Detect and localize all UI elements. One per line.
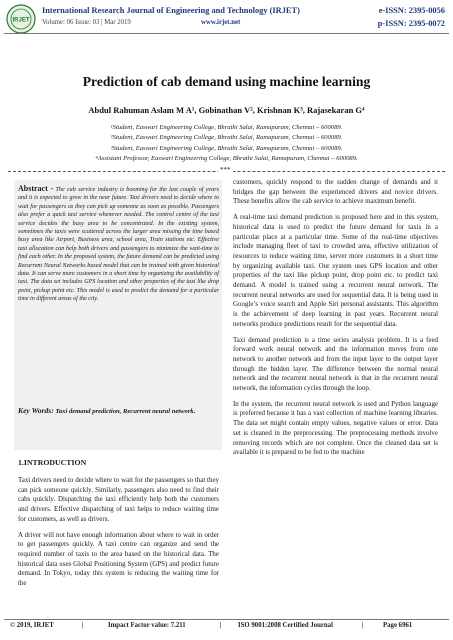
right-column-body bbox=[233, 178, 438, 464]
journal-website: www.irjet.net bbox=[201, 19, 241, 26]
keywords-text: Taxi demand prediction, Recurrent neural network. bbox=[55, 408, 196, 415]
affiliation-line: ¹Student, Easwari Engineering College, Bhrathi Salai, Ramapuram, Chennai – 600089. bbox=[110, 124, 343, 131]
paper-title: Prediction of cab demand using machine learning bbox=[82, 74, 371, 89]
footer-divider bbox=[4, 619, 449, 620]
paragraph: A driver will not have enough information about where to wait in order to get passengers quickly. A taxi centre can organize and send the required number of taxis to the area based on the historical data. The historical data uses Global Positioning System (GPS) and predict future demand. In Tokyo, today this system is reducing the waiting time for the bbox=[18, 530, 219, 588]
footer-separator: | bbox=[220, 622, 222, 629]
page-number: Page 6961 bbox=[383, 622, 413, 629]
logo-text: IRJET bbox=[12, 17, 30, 24]
affiliation-line: ³Student, Easwari Engineering College, Bhrathi Salai, Ramapuram, Chennai – 600089. bbox=[110, 144, 343, 152]
paragraph: Taxi drivers need to decide where to wait for the passengers so that they can pick someone quickly. Similarly, passengers also need to find their cabs quickly. Dispatching the taxi efficiently help both the customers and drivers. Effective dispatching of taxi helps to reduce waiting time for customers, as well as drivers. bbox=[18, 476, 219, 523]
author-list: Abdul Rahuman Aslam M A¹, Gobinathan V², Krishnan K³, Rajasekaran G⁴ bbox=[88, 105, 365, 115]
keywords-label: Key Words: bbox=[18, 406, 54, 415]
journal-name: International Research Journal of Engineering and Technology (IRJET) bbox=[42, 6, 300, 15]
copyright: © 2019, IRJET bbox=[10, 622, 54, 629]
affiliations bbox=[0, 123, 453, 164]
left-column-body bbox=[18, 476, 219, 595]
footer-separator: | bbox=[82, 622, 84, 629]
paragraph: A real-time taxi demand prediction is proposed here and in this system, historical data is used to predict the future demand for taxis in a particular place at a particular time. Some of the real-time objectives include managing fleet of taxi to crowded area, effective utilization of resources to reduce waiting time, server more customers in a short time by organizing available taxi. Our system uses GPS location and other properties of the taxi like pickup point, drop point etc. to predict taxi demand. A model is trained using a recurrent neural network. The recurrent neural networks are used for sequential data. It is being used in Google’s voice search and Apple Siri personal assistants. This algorithm is the achievement of deep learning in past years. Recurrent neural networks produce predictions result for the sequential data. bbox=[233, 213, 438, 328]
footer-separator: | bbox=[362, 622, 364, 629]
abstract bbox=[18, 185, 219, 304]
section-heading: 1.INTRODUCTION bbox=[18, 458, 87, 467]
journal-logo-icon bbox=[6, 4, 36, 34]
affiliation-line: ⁴Assistant Professor, Easwari Engineering College, Bhrathi Salai, Ramapuram, Chennai – 600089. bbox=[95, 154, 358, 162]
keywords bbox=[18, 407, 219, 417]
affiliation-line: ²Student, Easwari Engineering College, Bhrathi Salai, Ramapuram, Chennai – 600089. bbox=[110, 134, 343, 142]
header-divider bbox=[4, 33, 449, 34]
iso-certification: ISO 9001:2008 Certified Journal bbox=[238, 622, 333, 629]
paragraph: customers, quickly respond to the sudden change of demands and it bridges the gap between the experienced drivers and novice drivers. These benefits allow the cab service to achieve maximum benefit. bbox=[233, 178, 438, 206]
separator-mark: *** bbox=[220, 166, 231, 174]
e-issn: e-ISSN: 2395-0056 bbox=[378, 6, 445, 15]
abstract-label: Abstract - bbox=[18, 184, 54, 193]
paragraph: Taxi demand prediction is a time series analysis problem. It is a feed forward work neural network and the information moves from one network to another network and from the input layer to the output layer through the hidden layer. The difference between the normal neural network and the recurrent neural network is that in the recurrent neural network, the information cycles through the loop. bbox=[233, 335, 438, 393]
p-issn: p-ISSN: 2395-0072 bbox=[377, 19, 445, 28]
journal-header bbox=[0, 0, 453, 38]
impact-factor: Impact Factor value: 7.211 bbox=[108, 622, 186, 629]
issue-info: Volume: 06 Issue: 03 | Mar 2019 bbox=[42, 19, 131, 26]
abstract-text: The cab service industry is booming for the last couple of years and it is expected to grow in the near future. Taxi drivers need to decide where to wait for passengers as they can pick up someone as soon as possible. Passengers also prefer a quick taxi service whenever needed. The control centre of the taxi service decides the busy area to be concentrated. In the existing system, sometimes the taxis were scattered across the larger area missing the time based busy area like Airport, Business area, school area, Train stations etc. Effective taxi allocation can help both drivers and passengers to minimize the wait-time to find each other. In the proposed system, the future demand can be predicted using Recurrent Neural Networks based model that can be trained with given historical data. It can serve more customers in a short time by organizing the availability of taxi. The data set includes GPS location and other properties of the taxi like drop point, pickup point etc. This model is used to predict the demand for a particular time in different areas of the city. bbox=[18, 187, 219, 303]
paragraph: In the system, the recurrent neural network is used and Python language is preferred because it has a vast collection of machine learning libraries. The data set might contain empty values, negative values or error. Data set is cleaned in the preprocessing. The preprocessing methods involve removing records which are not complete. Once the cleaned data set is available it is prepared to be fed to the machine bbox=[233, 399, 438, 457]
